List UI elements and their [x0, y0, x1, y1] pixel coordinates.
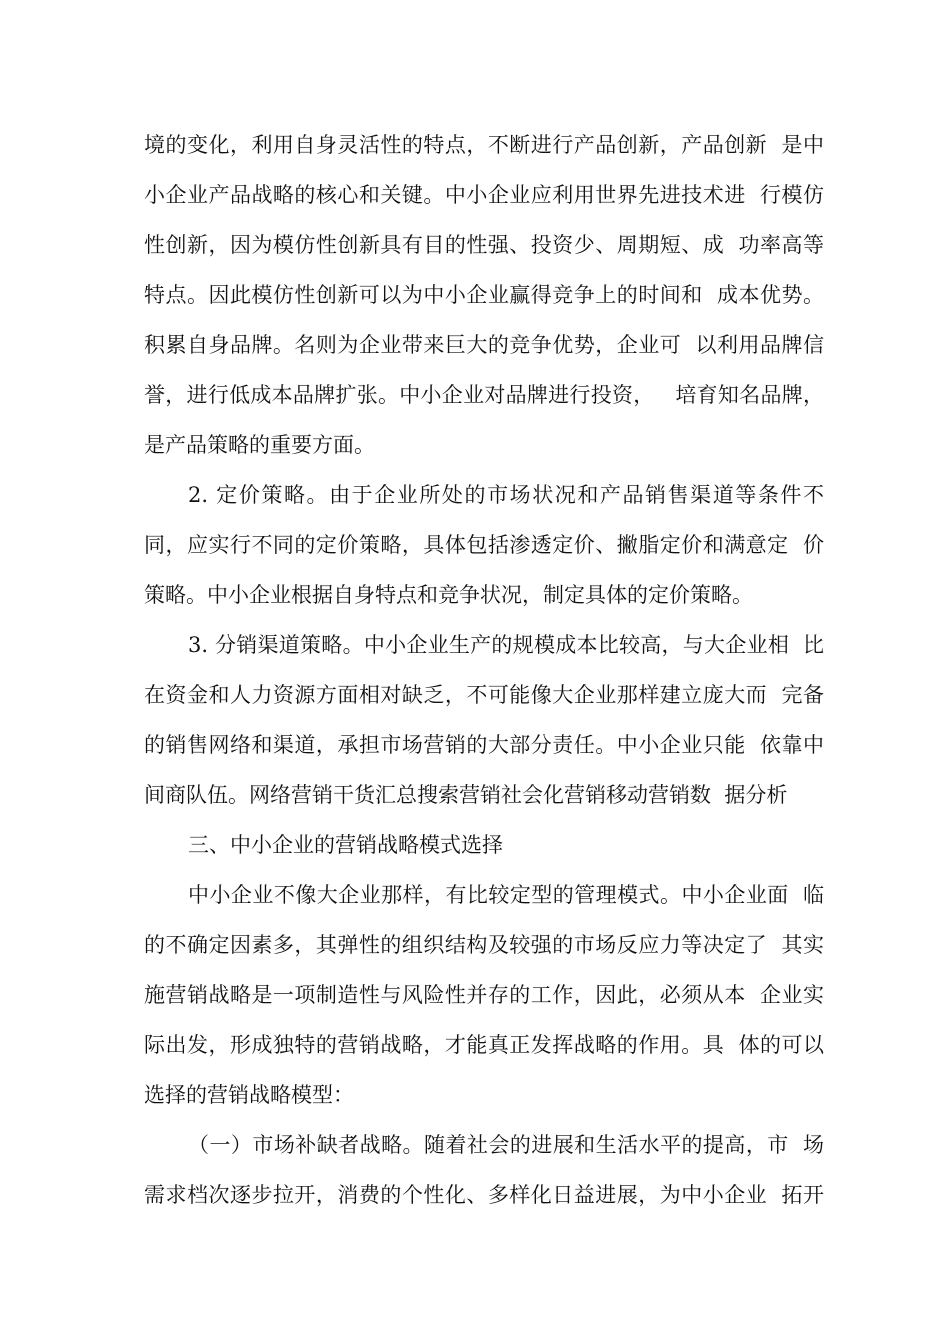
text-line: 2. 定价策略。由于企业所处的市场状况和产品销售渠道等条件不	[188, 483, 824, 507]
paragraph-p2	[144, 470, 824, 620]
text-line: （一）市场补缺者战略。随着社会的进展和生活水平的提高，市 场	[188, 1133, 824, 1157]
text-line: 中小企业不像大企业那样，有比较定型的管理模式。中小企业面 临	[188, 883, 824, 907]
text-line: 积累自身品牌。名则为企业带来巨大的竞争优势，企业可 以利用品牌信	[144, 333, 824, 357]
paragraph-p3	[144, 620, 824, 820]
text-line: 性创新，因为模仿性创新具有目的性强、投资少、周期短、成 功率高等	[144, 233, 824, 257]
text-line: 誉，进行低成本品牌扩张。中小企业对品牌进行投资， 培育知名品牌，	[144, 383, 824, 407]
paragraph-p1	[144, 120, 824, 470]
text-line: 在资金和人力资源方面相对缺乏，不可能像大企业那样建立庞大而 完备	[144, 683, 824, 707]
text-line: 3. 分销渠道策略。中小企业生产的规模成本比较高，与大企业相 比	[188, 633, 824, 657]
document-body	[144, 120, 824, 1220]
text-line: 三、中小企业的营销战略模式选择	[188, 833, 503, 857]
text-line: 策略。中小企业根据自身特点和竞争状况，制定具体的定价策略。	[144, 583, 753, 607]
text-line: 的销售网络和渠道，承担市场营销的大部分责任。中小企业只能 依靠中	[144, 733, 824, 757]
text-line: 施营销战略是一项制造性与风险性并存的工作，因此，必须从本 企业实	[144, 983, 824, 1007]
text-line: 小企业产品战略的核心和关键。中小企业应利用世界先进技术进 行模仿	[144, 183, 824, 207]
text-line: 特点。因此模仿性创新可以为中小企业赢得竞争上的时间和 成本优势。	[144, 283, 824, 307]
text-line: 是产品策略的重要方面。	[144, 433, 375, 457]
paragraph-p4	[144, 820, 824, 870]
text-line: 境的变化，利用自身灵活性的特点，不断进行产品创新，产品创新 是中	[144, 133, 824, 157]
paragraph-p5	[144, 870, 824, 1120]
text-line: 需求档次逐步拉开，消费的个性化、多样化日益进展，为中小企业 拓开	[144, 1183, 824, 1207]
text-line: 间商队伍。网络营销干货汇总搜索营销社会化营销移动营销数 据分析	[144, 783, 788, 807]
text-line: 的不确定因素多，其弹性的组织结构及较强的市场反应力等决定了 其实	[144, 933, 824, 957]
paragraph-p6	[144, 1120, 824, 1220]
text-line: 际出发，形成独特的营销战略，才能真正发挥战略的作用。具 体的可以	[144, 1033, 824, 1057]
text-line: 选择的营销战略模型：	[144, 1083, 354, 1107]
text-line: 同，应实行不同的定价策略，具体包括渗透定价、撇脂定价和满意定 价	[144, 533, 824, 557]
